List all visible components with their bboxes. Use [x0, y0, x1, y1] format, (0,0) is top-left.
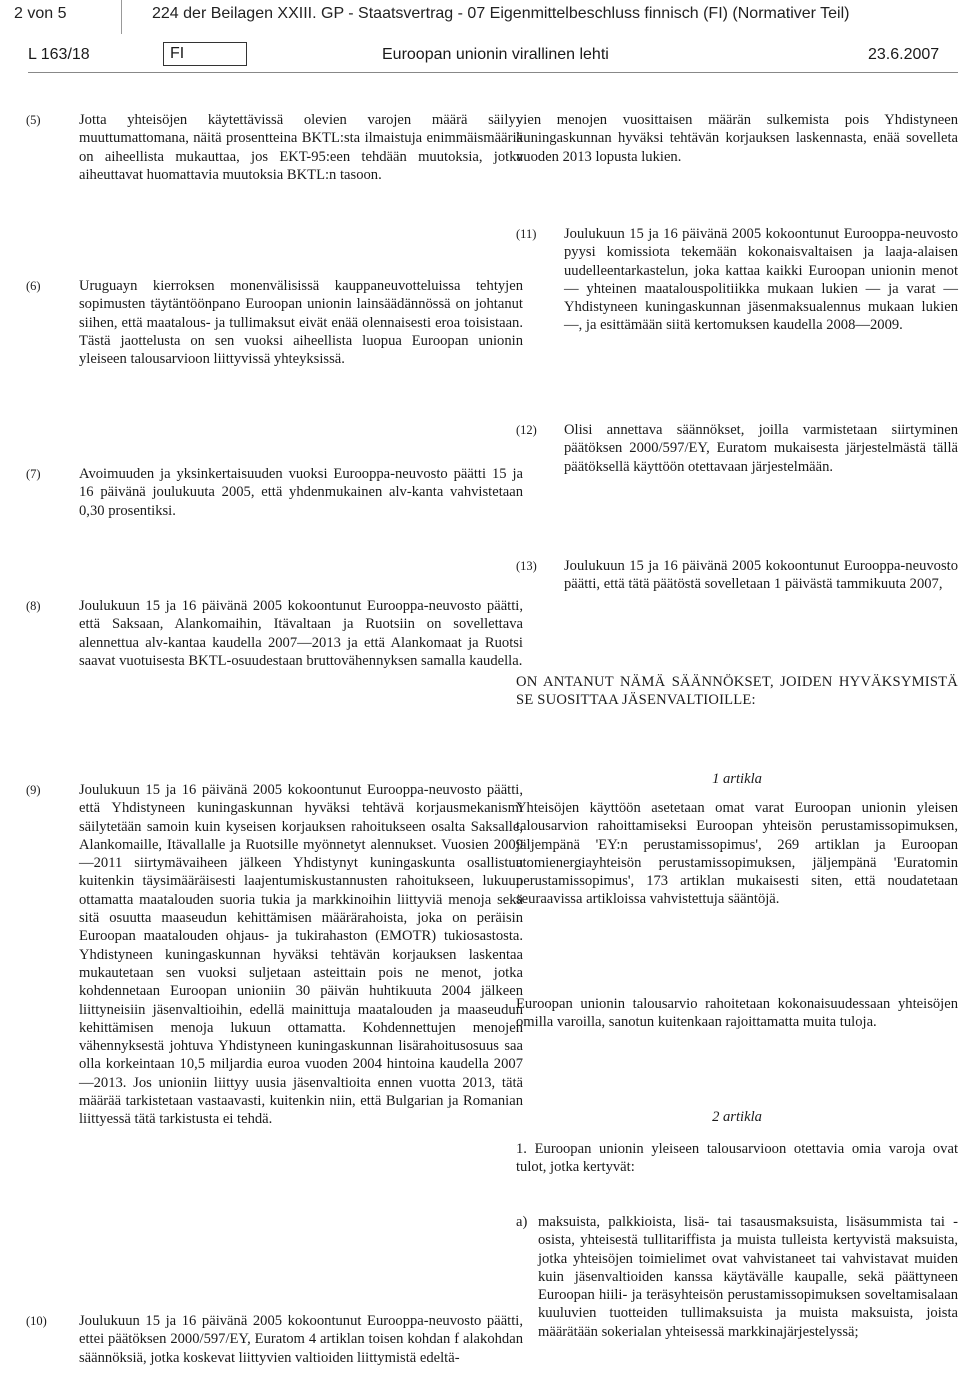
recital-text: Uruguayn kierroksen monenvälisissä kauppaneuvotteluissa tehtyjen sopimusten täytäntöönpano Euroopan unionin lainsäädännössä on johtanut siihen, että maatalous- ja tullimaksut eivät enää olennaisesti eroa toisistaan. Tästä jaottelusta on sen vuoksi aiheellista luopua Euroopan unionin yleiseen talousarvioon liittyvissä yhteyksissä.: [79, 278, 523, 368]
journal-name: Euroopan unionin virallinen lehti: [382, 46, 609, 63]
article-2-title: 2 artikla: [712, 1109, 762, 1125]
recital-text: Avoimuuden ja yksinkertaisuuden vuoksi Eurooppa-neuvosto päätti 15 ja 16 päivänä joulukuuta 2005, että yhdenmukainen alv-kanta vahvistetaan 0,30 prosentiksi.: [79, 466, 523, 519]
document-title: 224 der Beilagen XXIII. GP - Staatsvertrag - 07 Eigenmittelbeschluss finnisch (FI) (Normativer Teil): [152, 5, 850, 22]
recital-number: (7): [26, 467, 41, 481]
recital-text: Joulukuun 15 ja 16 päivänä 2005 kokoontunut Eurooppa-neuvosto päätti, että Saksaan, Alankomaihin, Itävaltaan ja Ruotsiin on sovellettava alennettua alv-kantaa kaudella 2007—2013 ja että Alankomaat ja Ruotsi saavat vuotuisesta BKTL-osuudestaan bruttovähennyksen samalla kaudella.: [79, 598, 523, 669]
recital-number: (13): [516, 559, 537, 573]
recital-number: (8): [26, 599, 41, 613]
recital-number: (9): [26, 783, 41, 797]
recital-text: Olisi annettava säännökset, joilla varmistetaan siirtyminen päätöksen 2000/597/EY, Euratom mukaisesta järjestelmästä tällä päätöksellä käyttöön otettavaan järjestelmään.: [564, 422, 958, 475]
recital-number: (6): [26, 279, 41, 293]
recital-text: Joulukuun 15 ja 16 päivänä 2005 kokoontunut Eurooppa-neuvosto päätti, ettei päätöksen 2000/597/EY, Euratom 4 artiklan toisen kohdan f alakohdan säännöksiä, jotka koskevat liittyvien valtioiden liittymistä edeltä-: [79, 1313, 523, 1366]
page-label: 2 von 5: [14, 5, 67, 22]
point-letter: a): [516, 1214, 528, 1230]
recital-number: (11): [516, 227, 537, 241]
recital-number: (10): [26, 1314, 47, 1328]
language-code: FI: [170, 45, 185, 62]
recital-text: Joulukuun 15 ja 16 päivänä 2005 kokoontunut Eurooppa-neuvosto päätti, että tätä päätöstä sovelletaan 1 päivästä tammikuuta 2007,: [564, 558, 958, 593]
recital-number: (5): [26, 113, 41, 127]
right-column: [516, 0, 958, 1395]
enacting-formula: ON ANTANUT NÄMÄ SÄÄNNÖKSET, JOIDEN HYVÄKSYMISTÄ SE SUOSITTAA JÄSENVALTIOILLE:: [516, 674, 958, 709]
article-2-paragraph-1: 1. Euroopan unionin yleiseen talousarvioon otettavia omia varoja ovat tulot, jotka kertyvät:: [516, 1141, 958, 1176]
recital-10-continuation: vien menojen vuosittaisen määrän sulkemista pois Yhdistyneen kuningaskunnan hyväksi tehtävän korjauksen laskennasta, enää sovelleta vuoden 2013 lopusta lukien.: [516, 112, 958, 165]
article-1-paragraph-1: Yhteisöjen käyttöön asetetaan omat varat Euroopan unionin yleisen talousarvion rahoittamiseksi Euroopan yhteisön perustamissopimuksen, jäljempänä 'EY:n perustamissopimus', 269 artiklan ja Euroopan atomienergiayhteisön perustamissopimuksen, jäljempänä 'Euratomin perustamissopimus', 173 artiklan mukaisesti siten, että noudatetaan seuraavissa artikloissa vahvistettuja sääntöjä.: [516, 800, 958, 908]
recital-text: Jotta yhteisöjen käytettävissä olevien varojen määrä säilyy muuttumattomana, näitä prosentteina BKTL:sta ilmaistuja enimmäismääriä on aiheellista mukauttaa, jos EKT-95:een tehdään muutoksia, jotka aiheuttavat huomattavia muutoksia BKTL:n tasoon.: [79, 112, 523, 183]
point-text: maksuista, palkkioista, lisä- tai tasausmaksuista, lisäsummista tai -osista, yhteisestä tullitariffista ja muista tulleista kertyvistä maksuista, jotka yhteisöjen toimielimet ovat vahvistaneet tai vahvistavat muiden kuin jäsenvaltioiden kanssa käytävälle kaupalle, sekä päättyneen Euroopan hiili- ja teräsyhteisön perustamissopimuksen soveltamisalaan kuuluvien tuotteiden tullimaksuista ja muista maksuista, joista määrätään sokerialan yhteisessä markkinajärjestelyssä;: [538, 1214, 958, 1340]
journal-date: 23.6.2007: [868, 46, 940, 63]
recital-number: (12): [516, 423, 537, 437]
article-1-title: 1 artikla: [712, 771, 762, 787]
recital-text: Joulukuun 15 ja 16 päivänä 2005 kokoontunut Eurooppa-neuvosto pyysi komissiota tekemään kokonaisvaltaisen ja laaja-alaisen uudelleentarkastelun, joka kattaa kaikki Euroopan unionin menot — yhteinen maatalouspolitiikka mukaan lukien — ja varat — Yhdistyneen kuningaskunnan jäsenmaksualennus mukaan lukien —, ja esittämään siitä kertomuksen kaudella 2008—2009.: [564, 226, 958, 334]
journal-reference: L 163/18: [28, 46, 90, 63]
recital-text: Joulukuun 15 ja 16 päivänä 2005 kokoontunut Eurooppa-neuvosto päätti, että Yhdistyneen kuningaskunnan hyväksi tehtävä korjausmekanismi säilytetään samoin kuin kyseisen korjauksen rahoitukseen osalta Saksalle, Alankomaille, Itävallalle ja Ruotsille myönnetyt alennukset. Vuosien 2009—2011 siirtymävaiheen jälkeen Yhdistynyt kuningaskunta osallistuu kuitenkin täysimääräisesti laajentumiskustannusten rahoitukseen, lukuun ottamatta maatalouden suoria tukia ja markkinoihin liittyviä menoja sekä sitä osuutta maaseudun kehittämisen määrärahoista, joka on peräisin Euroopan maatalouden ohjaus- ja tukirahaston (EMOTR) tukiosastosta. Yhdistyneen kuningaskunnan hyväksi tehtävän korjauksen laskentaa mukautetaan sen vuoksi suljetaan asteittain pois ne menot, jotka kohdennetaan Euroopan unioniin 30 päivän huhtikuuta 2004 jälkeen liittyneisiin jäsenvaltioihin, edellä mainittuja maatalouden ja maaseudun kehittämisen menoja lukuun ottamatta. Kohdennettujen menojen vähennyksestä johtuva Yhdistyneen kuningaskunnan lisärahoitusosuus saa olla korkeintaan 10,5 miljardia euroa vuoden 2004 hintoina kaudella 2007—2013. Jos unioniin liittyy uusia jäsenvaltioita ennen vuotta 2013, tätä määrää tarkistetaan vastaavasti, kuitenkin niin, että Bulgarian ja Romanian liittyessä tätä tarkistusta ei tehdä.: [79, 782, 523, 1128]
article-1-paragraph-2: Euroopan unionin talousarvio rahoitetaan kokonaisuudessaan yhteisöjen omilla varoilla, sanotun kuitenkaan rajoittamatta muita tuloja.: [516, 996, 958, 1031]
